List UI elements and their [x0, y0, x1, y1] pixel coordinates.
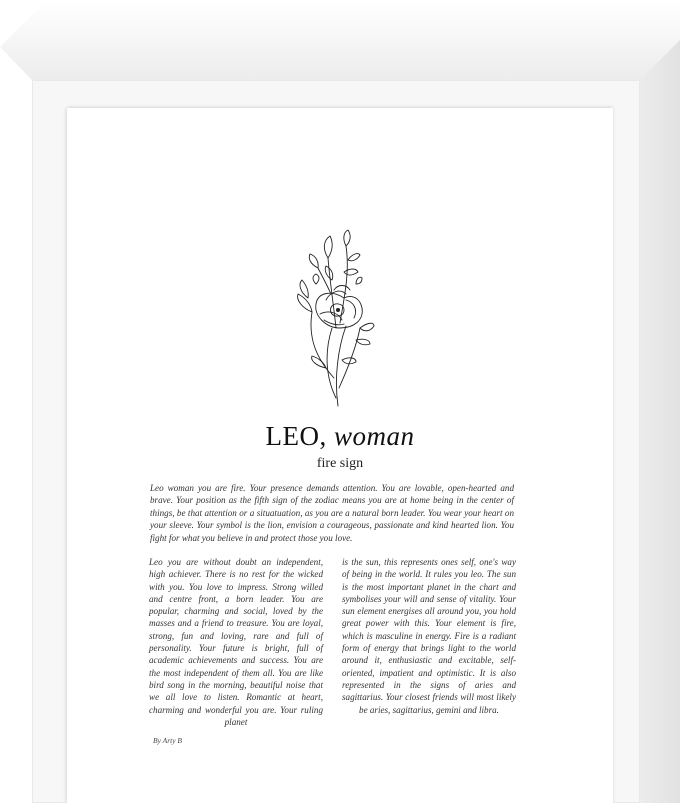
title-sign: LEO, — [265, 421, 327, 451]
poster-subtitle: fire sign — [316, 456, 364, 471]
poster-title — [67, 421, 613, 452]
author-credit: By Arty B — [153, 736, 183, 745]
text-column-left: Leo you are without doubt an independent, high achiever. There is no rest for the wicked with you. You love to impress. Strong willed and centre front, a born leader. You are popular, charming and social, loved by the masses and a friend to treasure. You are loyal, strong, fun and loving, rare and full of personality. Your future is bright, full of academic achievements and success. You are the most independent of them all. You are like bird song in the morning, beautiful noise that we all love to listen. Romantic at heart, charming and wonderful you are. Your ruling planet — [149, 557, 323, 727]
flower-illustration — [286, 228, 376, 408]
frame-top-edge — [0, 0, 680, 80]
frame-right-edge — [640, 40, 680, 803]
title-word: woman — [333, 421, 415, 451]
intro-paragraph: Leo woman you are fire. Your presence demands attention. You are lovable, open-hearted and brave. Your position as the fifth sign of the zodiac means you are at home being in the center of things, be that attention or a situatuation, as you are a natural born leader. You wear your heart on your sleeve. Your symbol is the lion, envision a courageous, passionate and kind hearted lion. You fight for what you believe in and protect those you love. — [150, 483, 514, 543]
text-column-right: is the sun, this represents ones self, one's way of being in the world. It rules you leo. The sun is the most important planet in the chart and symbolises your will and sense of vitality. Your sun element energises all around you, you hold great power with this. Your element is fire, which is masculine in energy. Fire is a radiant form of energy that brings light to the world around it, enthusiastic and excitable, self-oriented, impatient and optimistic. It is also represented in the signs of aries and sagittarius. Your closest friends will most likely be aries, sagittarius, gemini and libra. — [342, 557, 516, 715]
